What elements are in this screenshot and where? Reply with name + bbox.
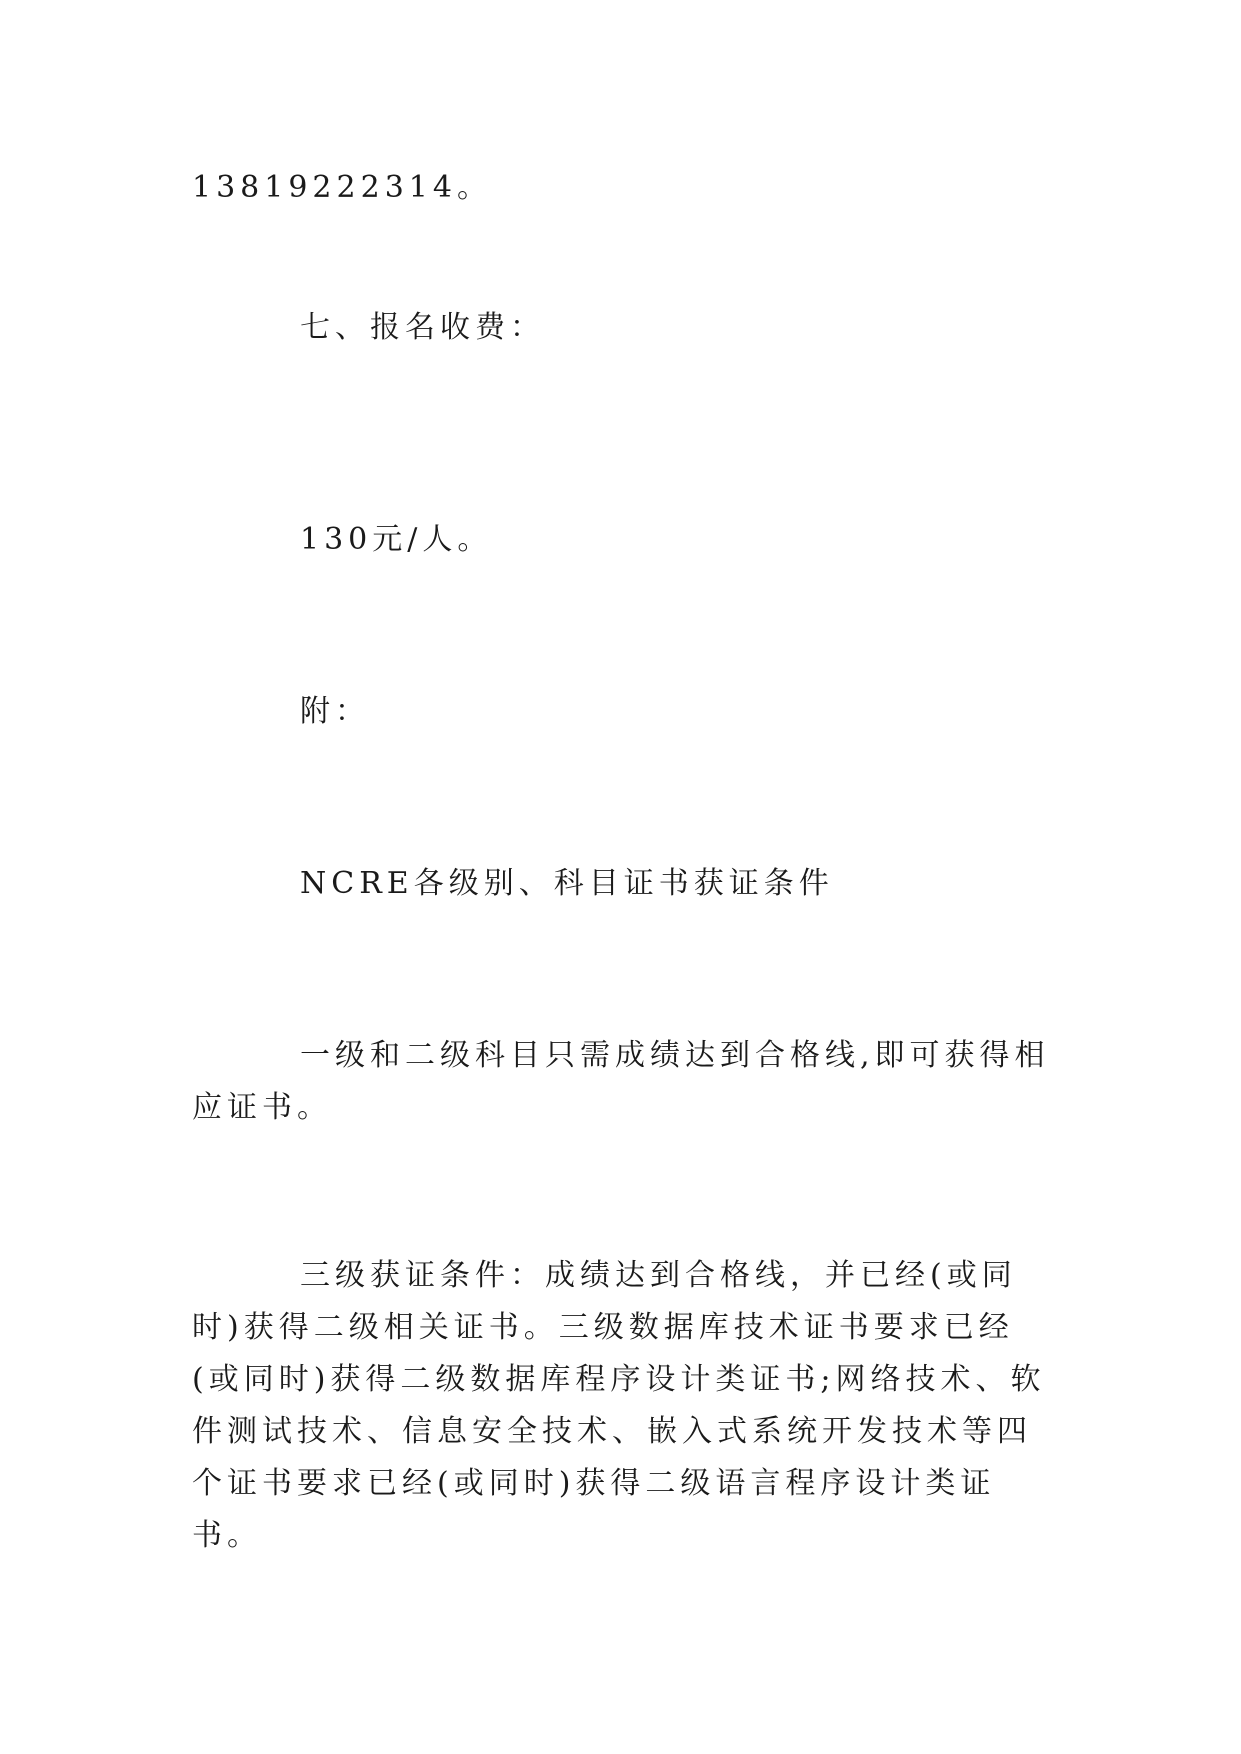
phone-number-line: 13819222314。 <box>192 170 492 205</box>
fee-amount-line: 130元/人。 <box>300 522 493 557</box>
appendix-label: 附： <box>300 694 370 729</box>
level-three-paragraph: 三级获证条件：成绩达到合格线，并已经(或同时)获得二级相关证书。三级数据库技术证书要求已经(或同时)获得二级数据库程序设计类证书;网络技术、软件测试技术、信息安全技术、嵌入式系统开发技术等四个证书要求已经(或同时)获得二级语言程序设计类证书。 <box>192 1258 1046 1553</box>
fee-section-heading: 七、报名收费： <box>300 310 545 345</box>
level-one-two-paragraph: 一级和二级科目只需成绩达到合格线,即可获得相应证书。 <box>192 1038 1050 1125</box>
certificate-conditions-title: NCRE各级别、科目证书获证条件 <box>300 866 834 901</box>
